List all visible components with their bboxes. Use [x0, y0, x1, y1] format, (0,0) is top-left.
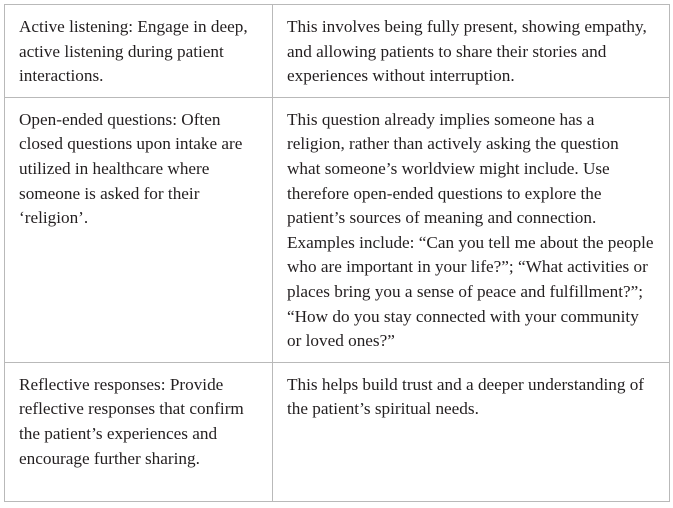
spiritual-care-strategies-table [4, 4, 670, 502]
table-row [5, 362, 670, 501]
strategy-cell: Reflective responses: Provide reflective responses that confirm the patient’s experiences and encourage further sharing. [5, 362, 273, 501]
description-cell: This involves being fully present, showing empathy, and allowing patients to share their stories and experiences without interruption. [273, 5, 670, 98]
strategy-cell: Active listening: Engage in deep, active listening during patient interactions. [5, 5, 273, 98]
description-cell: This helps build trust and a deeper understanding of the patient’s spiritual needs. [273, 362, 670, 501]
strategy-cell: Open-ended questions: Often closed questions upon intake are utilized in healthcare where someone is asked for their ‘religion’. [5, 97, 273, 362]
table-row [5, 97, 670, 362]
description-cell: This question already implies someone has a religion, rather than actively asking the question what someone’s worldview might include. Use therefore open-ended questions to explore the patient’s sources of meaning and connection. Examples include: “Can you tell me about the people who are important in your life?”; “What activities or places bring you a sense of peace and fulfillment?”; “How do you stay connected with your community or loved ones?” [273, 97, 670, 362]
table-row [5, 5, 670, 98]
